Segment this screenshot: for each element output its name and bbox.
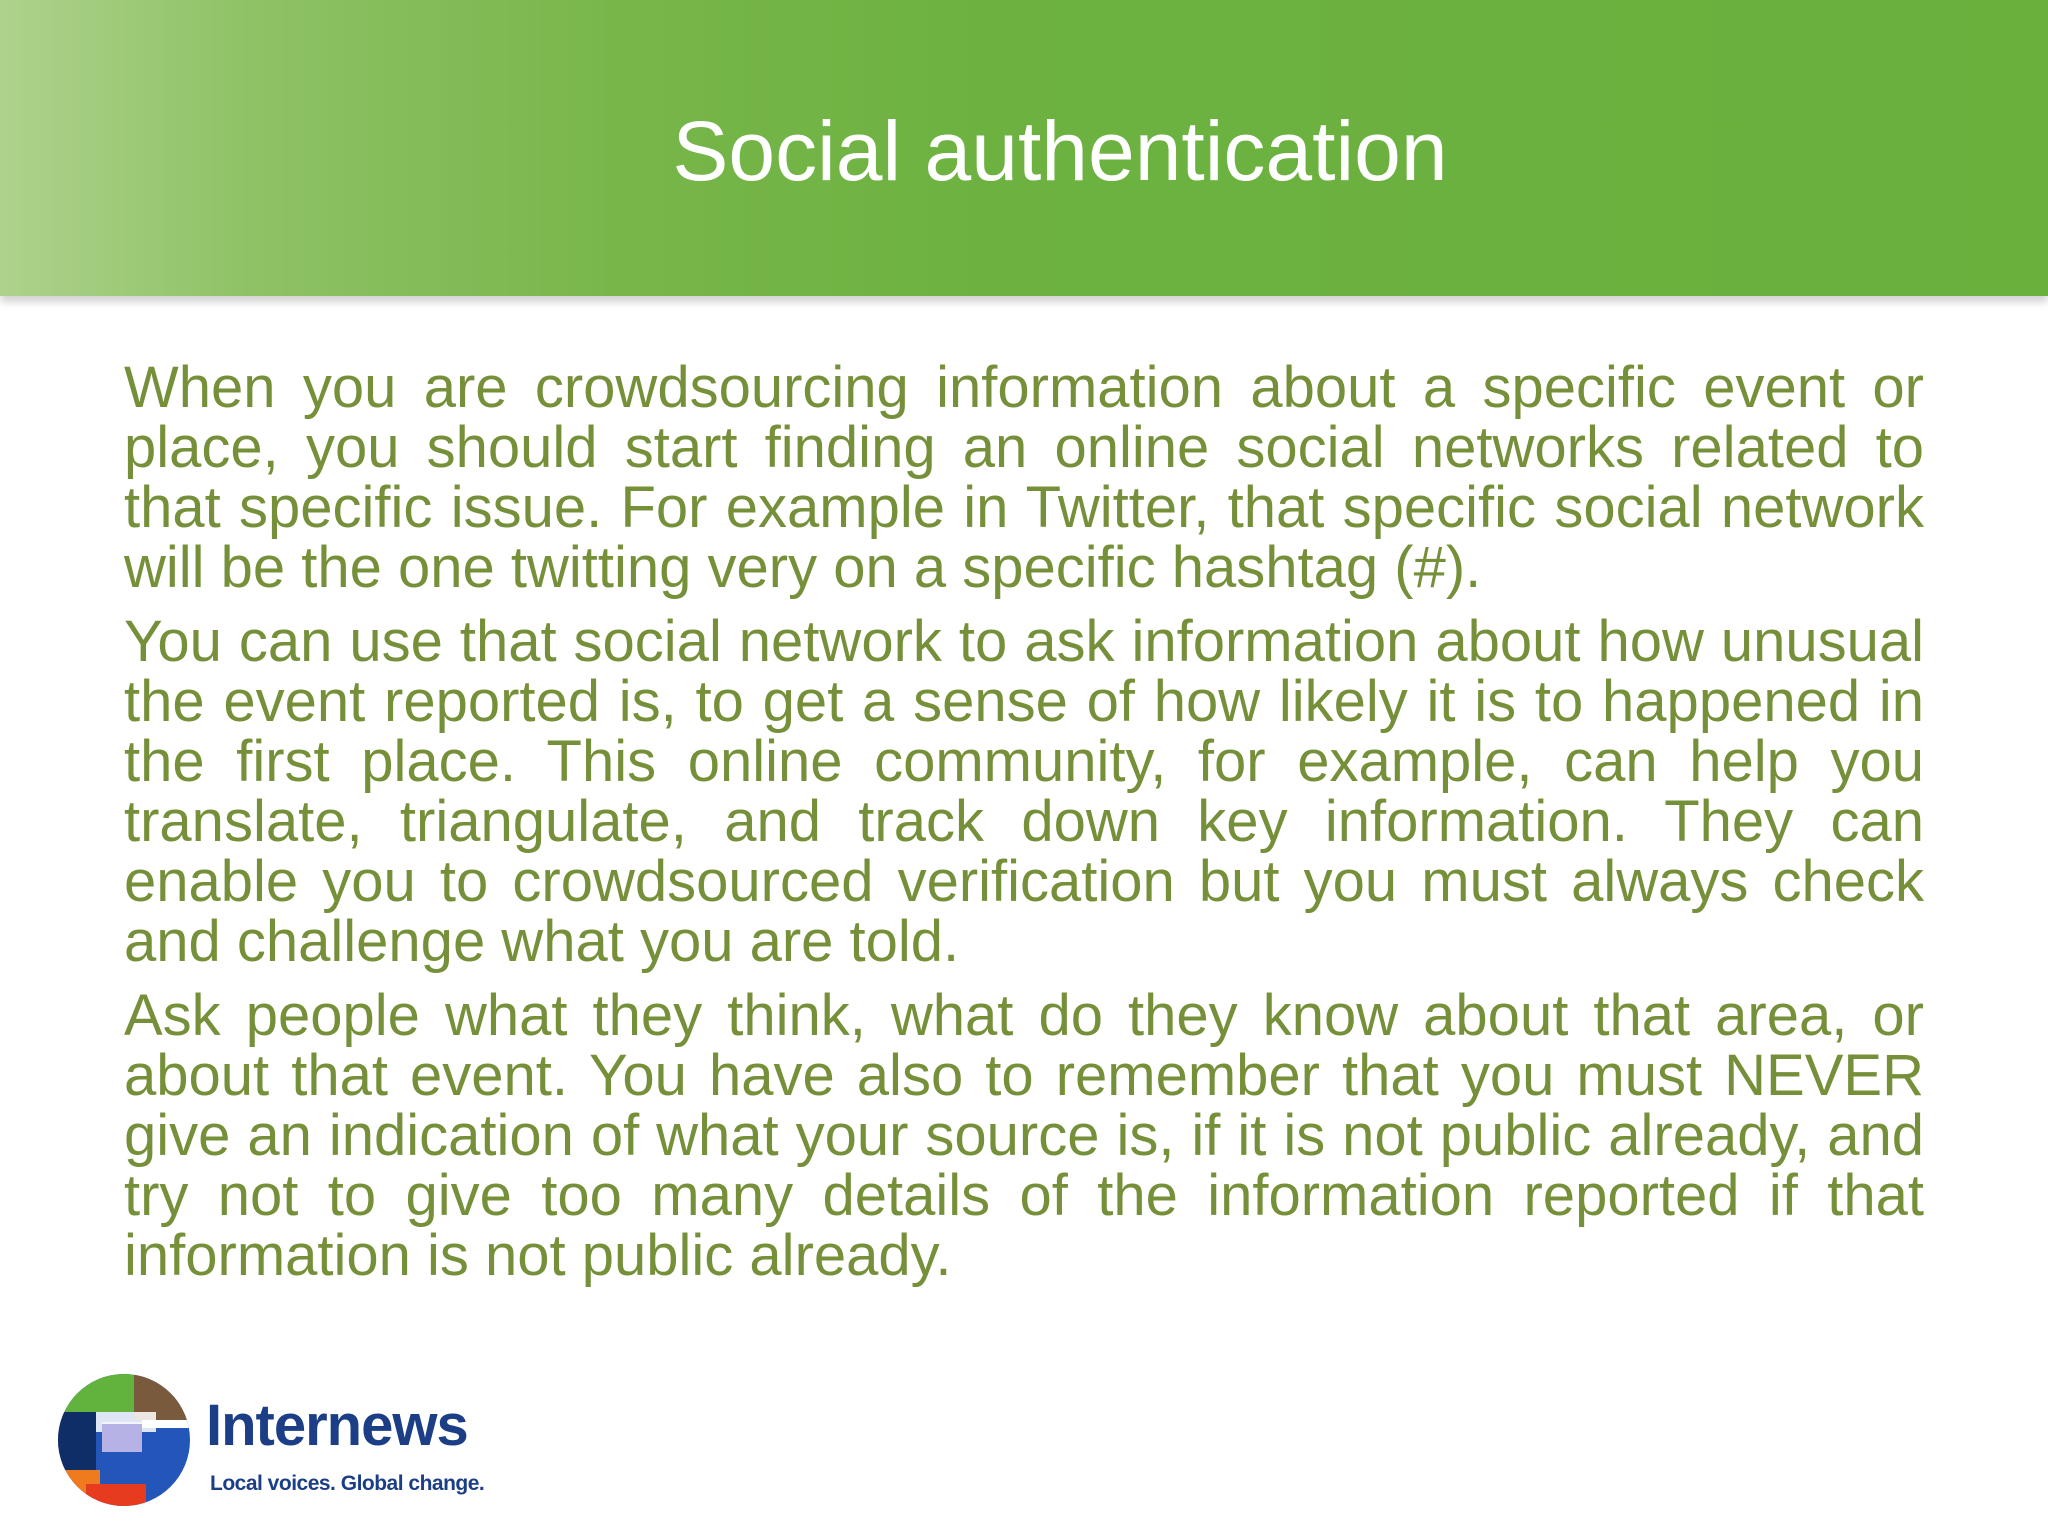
internews-logo-icon bbox=[56, 1372, 192, 1508]
internews-tagline: Local voices. Global change. bbox=[210, 1472, 485, 1495]
slide-title: Social authentication bbox=[672, 104, 1448, 198]
body-paragraph-1: When you are crowdsourcing information about a specific event or place, you should start finding an online social networks related to that specific issue. For example in Twitter, that specific social network will be the one twitting very on a specific hashtag (#). bbox=[124, 355, 1924, 600]
body-paragraph-2: You can use that social network to ask information about how unusual the event reported is, to get a sense of how likely it is to happened in the first place. This online community, for example, can help you translate, triangulate, and track down key information. They can enable you to crowdsourced verification but you must always check and challenge what you are told. bbox=[124, 609, 1924, 974]
slide-body bbox=[124, 355, 1924, 1300]
internews-logo bbox=[56, 1370, 516, 1510]
internews-wordmark: Internews bbox=[206, 1393, 468, 1458]
body-paragraph-3: Ask people what they think, what do they know about that area, or about that event. You have also to remember that you must NEVER give an indication of what your source is, if it is not public already, and try not to give too many details of the information reported if that information is not public already. bbox=[124, 983, 1924, 1288]
